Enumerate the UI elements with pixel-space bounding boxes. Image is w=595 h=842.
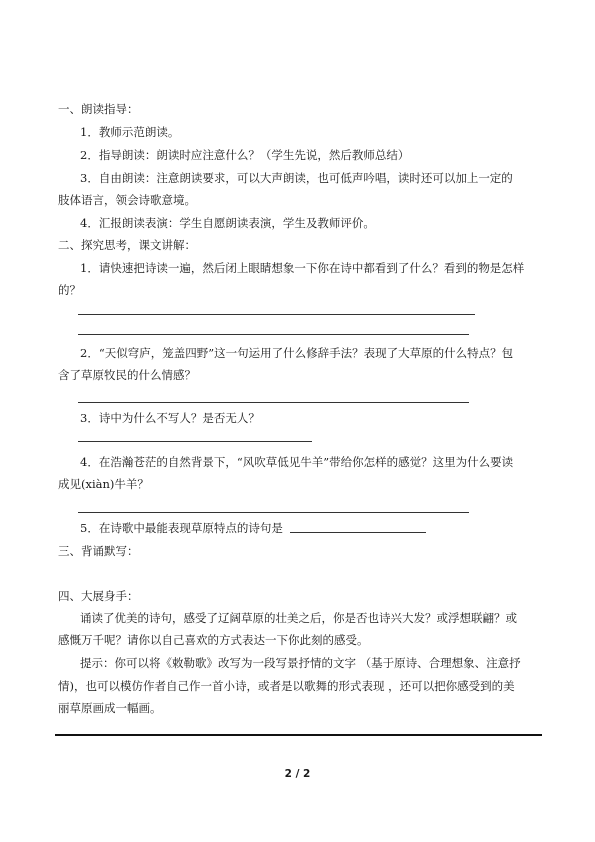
hint-para-cont-2: 丽草原画成一幅画。	[58, 701, 162, 715]
showcase-para-1-cont: 感慨万千呢？请你以自己喜欢的方式表达一下你此刻的感受。	[58, 633, 369, 647]
showcase-para-1: 诵读了优美的诗句，感受了辽阔草原的壮美之后，你是否也诗兴大发？或浮想联翩？或	[80, 611, 517, 625]
answer-line-q1-a	[78, 314, 475, 315]
answer-line-q4	[78, 512, 469, 513]
reading-item-2: 2．指导朗读：朗读时应注意什么？（学生先说，然后教师总结）	[80, 148, 410, 162]
question-3: 3．诗中为什么不写人？是否无人？	[80, 411, 260, 425]
reading-item-3-cont: 肢体语言，领会诗歌意境。	[58, 193, 196, 207]
answer-line-q5	[290, 532, 426, 533]
hint-para: 提示：你可以将《敕勒歌》改写为一段写景抒情的文字 （基于原诗、合理想象、注意抒	[80, 656, 521, 670]
question-1: 1．请快速把诗读一遍，然后闭上眼睛想象一下你在诗中都看到了什么？看到的物是怎样	[80, 261, 525, 275]
question-2-cont: 含了草原牧民的什么情感？	[58, 368, 196, 382]
footer-divider	[55, 734, 542, 736]
question-5: 5．在诗歌中最能表现草原特点的诗句是	[80, 521, 283, 535]
question-4-cont: 成见(xiàn)牛羊？	[58, 477, 149, 491]
page-number: 2 / 2	[284, 768, 311, 780]
section-heading-inquiry: 二、探究思考，课文讲解：	[58, 238, 196, 252]
answer-line-q2	[78, 402, 469, 403]
question-4: 4．在浩瀚苍茫的自然背景下，“风吹草低见牛羊”带给你怎样的感觉？这里为什么要读	[80, 455, 514, 469]
answer-line-q1-b	[78, 334, 469, 335]
section-heading-reading: 一、朗读指导：	[58, 102, 139, 116]
hint-para-cont-1: 情)，也可以模仿作者自己作一首小诗，或者是以歌舞的形式表现 ，还可以把你感受到的美	[58, 679, 515, 693]
section-heading-showcase: 四、大展身手：	[58, 589, 139, 603]
section-heading-recite: 三、背诵默写：	[58, 544, 139, 558]
reading-item-4: 4．汇报朗读表演：学生自愿朗读表演，学生及教师评价。	[80, 216, 375, 230]
reading-item-3: 3．自由朗读：注意朗读要求，可以大声朗读，也可低声吟唱，读时还可以加上一定的	[80, 171, 513, 185]
question-1-cont: 的？	[58, 283, 81, 297]
question-2: 2．“天似穹庐，笼盖四野”这一句运用了什么修辞手法？表现了大草原的什么特点？包	[80, 346, 514, 360]
answer-line-q3	[78, 441, 312, 442]
reading-item-1: 1．教师示范朗读。	[80, 125, 180, 139]
